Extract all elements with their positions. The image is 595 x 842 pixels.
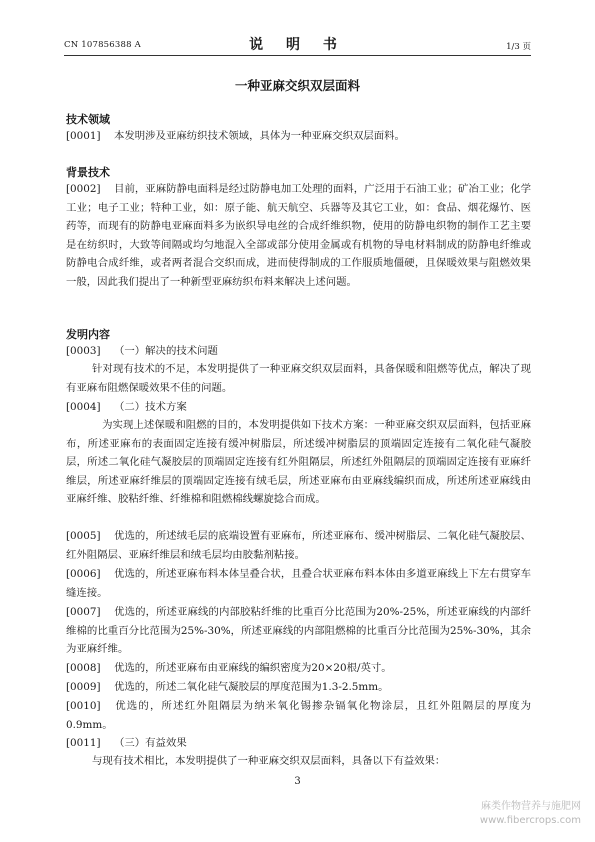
paragraph-number: [0010] [66, 700, 101, 712]
paragraph-number: [0005] [66, 530, 101, 542]
paragraph-0003-heading [66, 342, 531, 361]
paragraph-0007 [66, 603, 531, 659]
page-number: 3 [294, 776, 301, 787]
paragraph-text: 优选的，所述亚麻布料本体呈叠合状，且叠合状亚麻布料本体由多道亚麻线上下左右贯穿车缝连接。 [66, 568, 531, 599]
paragraph-number: [0006] [66, 568, 101, 580]
patent-number: CN 107856388 A [64, 40, 141, 50]
page-count: 1/3 页 [506, 42, 531, 52]
paragraph-0010 [66, 697, 531, 734]
section-heading-tech-field: 技术领域 [66, 113, 110, 126]
paragraph-number: [0004] [66, 401, 101, 413]
section-heading-background: 背景技术 [66, 166, 110, 179]
paragraph-0009 [66, 678, 531, 697]
header-divider [64, 55, 531, 56]
paragraph-number: [0011] [66, 737, 101, 749]
paragraph-text: 优选的，所述绒毛层的底端设置有亚麻布，所述亚麻布、缓冲树脂层、二氧化硅气凝胶层、红外阻隔层、亚麻纤维层和绒毛层均由胶黏剂粘接。 [66, 530, 531, 561]
paragraph-0004-heading [66, 398, 531, 417]
watermark-url: www.fibercrops.com [479, 815, 581, 826]
paragraph-text: 为实现上述保暖和阻燃的目的，本发明提供如下技术方案：一种亚麻交织双层面料，包括亚麻布，所述亚麻布的表面固定连接有缓冲树脂层，所述缓冲树脂层的顶端固定连接有二氧化硅气凝胶层，所述二氧化硅气凝胶层的顶端固定连接有红外阻隔层，所述红外阻隔层的顶端固定连接有亚麻纤维层，所述亚麻纤维层的顶端固定连接有绒毛层，所述亚麻布由亚麻线编织而成，所述所述亚麻线由亚麻纤维、胶粘纤维、纤维棉和阻燃棉线螺旋捻合而成。 [66, 419, 531, 506]
paragraph-text: 针对现有技术的不足，本发明提供了一种亚麻交织双层面料，具备保暖和阻燃等优点，解决了现有亚麻布阻燃保暖效果不佳的问题。 [66, 363, 531, 394]
paragraph-text: 优选的，所述亚麻线的内部胶粘纤维的比重百分比范围为20%-25%，所述亚麻线的内部纤维棉的比重百分比范围为25%-30%，所述亚麻线的内部阻燃棉的比重百分比范围为25%-30%，其余为亚麻纤维。 [66, 606, 531, 656]
paragraph-0002 [66, 180, 531, 292]
subsection-heading: （三）有益效果 [114, 737, 187, 749]
paragraph-number: [0003] [66, 345, 101, 357]
paragraph-text: 优选的，所述二氧化硅气凝胶层的厚度范围为1.3-2.5mm。 [114, 681, 389, 693]
paragraph-0004 [66, 416, 531, 509]
paragraph-number: [0001] [66, 130, 101, 142]
paragraph-number: [0002] [66, 183, 101, 195]
paragraph-0011-heading [66, 734, 531, 753]
paragraph-0008 [66, 659, 531, 678]
watermark-title: 麻类作物营养与施肥网 [481, 801, 581, 812]
paragraph-0003 [66, 360, 531, 397]
paragraph-text: 优选的，所述亚麻布由亚麻线的编织密度为20×20根/英寸。 [114, 662, 392, 674]
paragraph-text: 与现有技术相比，本发明提供了一种亚麻交织双层面料，具备以下有益效果： [92, 755, 446, 767]
subsection-heading: （二）技术方案 [114, 401, 187, 413]
paragraph-0006 [66, 565, 531, 602]
paragraph-0005 [66, 527, 531, 564]
paragraph-number: [0009] [66, 681, 101, 693]
paragraph-number: [0008] [66, 662, 101, 674]
document-title: 一种亚麻交织双层面料 [234, 78, 360, 93]
subsection-heading: （一）解决的技术问题 [114, 345, 218, 357]
paragraph-number: [0007] [66, 606, 101, 618]
paragraph-0011 [66, 752, 531, 771]
header-title: 说 明 书 [249, 37, 346, 53]
paragraph-0001 [66, 127, 531, 146]
watermark [480, 800, 581, 828]
paragraph-text: 优选的，所述红外阻隔层为纳米氧化锡掺杂镉氧化物涂层，且红外阻隔层的厚度为0.9mm。 [66, 700, 531, 731]
section-heading-content: 发明内容 [66, 328, 110, 341]
paragraph-text: 目前，亚麻防静电面料是经过防静电加工处理的面料，广泛用于石油工业；矿冶工业；化学工业；电子工业；特种工业，如：原子能、航天航空、兵器等及其它工业，如：食品、烟花爆竹、医药等，而现有的防静电亚麻面料多为嵌织导电丝的合成纤维织物，使用的防静电织物的制作工艺主要是在纺织时，大致等间隔或均匀地混入全部或部分使用金属或有机物的导电材料制成的防静电纤维或防静电合成纤维，或者两者混合交织而成，进而使得制成的工作服质地僵硬，且保暖效果与阻燃效果一般，因此我们提出了一种新型亚麻纺织布料来解决上述问题。 [66, 183, 531, 288]
paragraph-text: 本发明涉及亚麻纺织技术领域，具体为一种亚麻交织双层面料。 [114, 130, 405, 142]
